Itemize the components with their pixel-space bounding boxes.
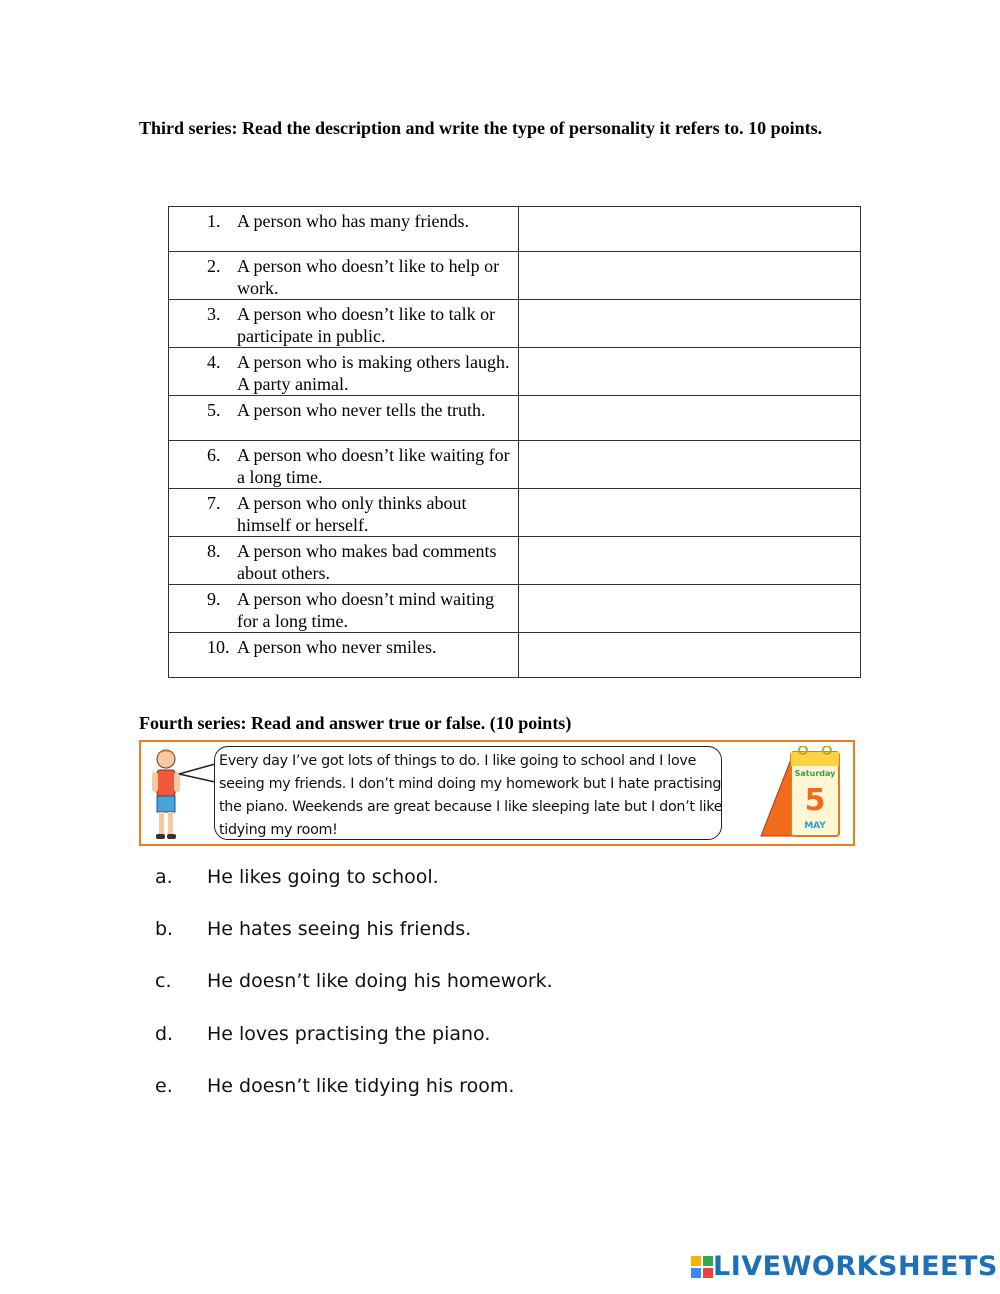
item-description: A person who doesn’t mind waiting for a long time. — [237, 589, 495, 631]
calendar-day: 5 — [804, 783, 826, 818]
item-number: 3. — [207, 304, 221, 324]
personality-table — [168, 206, 861, 678]
item-description: A person who doesn’t like to talk or participate in public. — [237, 304, 496, 346]
item-number: 5. — [207, 400, 221, 420]
calendar-day-name: Saturday — [794, 769, 836, 778]
statement-letter: e. — [155, 1075, 173, 1097]
statement-letter: c. — [155, 970, 172, 992]
answer-cell[interactable] — [519, 633, 861, 678]
statement-letter: b. — [155, 918, 174, 940]
speech-tail-icon — [177, 762, 217, 786]
item-description: A person who only thinks about himself or herself. — [237, 493, 467, 535]
statement-a — [155, 866, 439, 888]
item-number: 8. — [207, 541, 221, 561]
answer-cell[interactable] — [519, 207, 861, 252]
item-number: 6. — [207, 445, 221, 465]
table-row — [169, 585, 861, 633]
item-description: A person who doesn’t like to help or work. — [237, 256, 500, 298]
item-number: 9. — [207, 589, 221, 609]
item-description: A person who has many friends. — [237, 211, 469, 231]
statement-text: He doesn’t like doing his homework. — [207, 970, 553, 992]
table-row — [169, 300, 861, 348]
fourth-series-heading: Fourth series: Read and answer true or false. (10 points) — [139, 713, 572, 733]
statement-text: He loves practising the piano. — [207, 1023, 491, 1045]
item-number: 7. — [207, 493, 221, 513]
table-row — [169, 633, 861, 678]
answer-cell[interactable] — [519, 396, 861, 441]
statement-letter: d. — [155, 1023, 174, 1045]
answer-cell[interactable] — [519, 441, 861, 489]
calendar-icon — [747, 746, 847, 842]
answer-cell[interactable] — [519, 585, 861, 633]
answer-cell[interactable] — [519, 537, 861, 585]
brand-name: LIVEWORKSHEETS — [713, 1251, 998, 1282]
third-series-heading: Third series: Read the description and write the type of personality it refers to. 10 points. — [139, 118, 823, 138]
item-description: A person who doesn’t like waiting for a long time. — [237, 445, 510, 487]
answer-cell[interactable] — [519, 489, 861, 537]
item-description: A person who never tells the truth. — [237, 400, 486, 420]
statement-b — [155, 918, 471, 940]
item-description: A person who never smiles. — [237, 637, 437, 657]
boy-illustration-icon — [145, 746, 187, 844]
table-row — [169, 537, 861, 585]
table-row — [169, 207, 861, 252]
statement-e — [155, 1075, 514, 1097]
statement-d — [155, 1023, 490, 1045]
statement-text: He hates seeing his friends. — [207, 918, 472, 940]
table-row — [169, 396, 861, 441]
item-description: A person who makes bad comments about others. — [237, 541, 497, 583]
table-row — [169, 489, 861, 537]
answer-cell[interactable] — [519, 300, 861, 348]
answer-cell[interactable] — [519, 348, 861, 396]
statement-letter: a. — [155, 866, 173, 888]
item-number: 2. — [207, 256, 221, 276]
story-text: Every day I’ve got lots of things to do. I like going to school and I love seeing my friends. I don’t mind doing my homework but I hate practising the piano. Weekends are great because I like sleeping late but I don’t like tidying my room! — [219, 753, 723, 838]
table-row — [169, 252, 861, 300]
statement-text: He doesn’t like tidying his room. — [207, 1075, 515, 1097]
calendar-month: MAY — [804, 821, 826, 831]
item-number: 1. — [207, 211, 221, 231]
item-number: 4. — [207, 352, 221, 372]
item-description: A person who is making others laugh. A party animal. — [237, 352, 510, 394]
answer-cell[interactable] — [519, 252, 861, 300]
table-row — [169, 348, 861, 396]
statement-c — [155, 970, 553, 992]
statement-text: He likes going to school. — [207, 866, 439, 888]
item-number: 10. — [207, 637, 230, 657]
story-box — [139, 740, 855, 846]
table-row — [169, 441, 861, 489]
brand-logo — [691, 1251, 998, 1282]
liveworksheets-logo-icon — [691, 1256, 713, 1278]
